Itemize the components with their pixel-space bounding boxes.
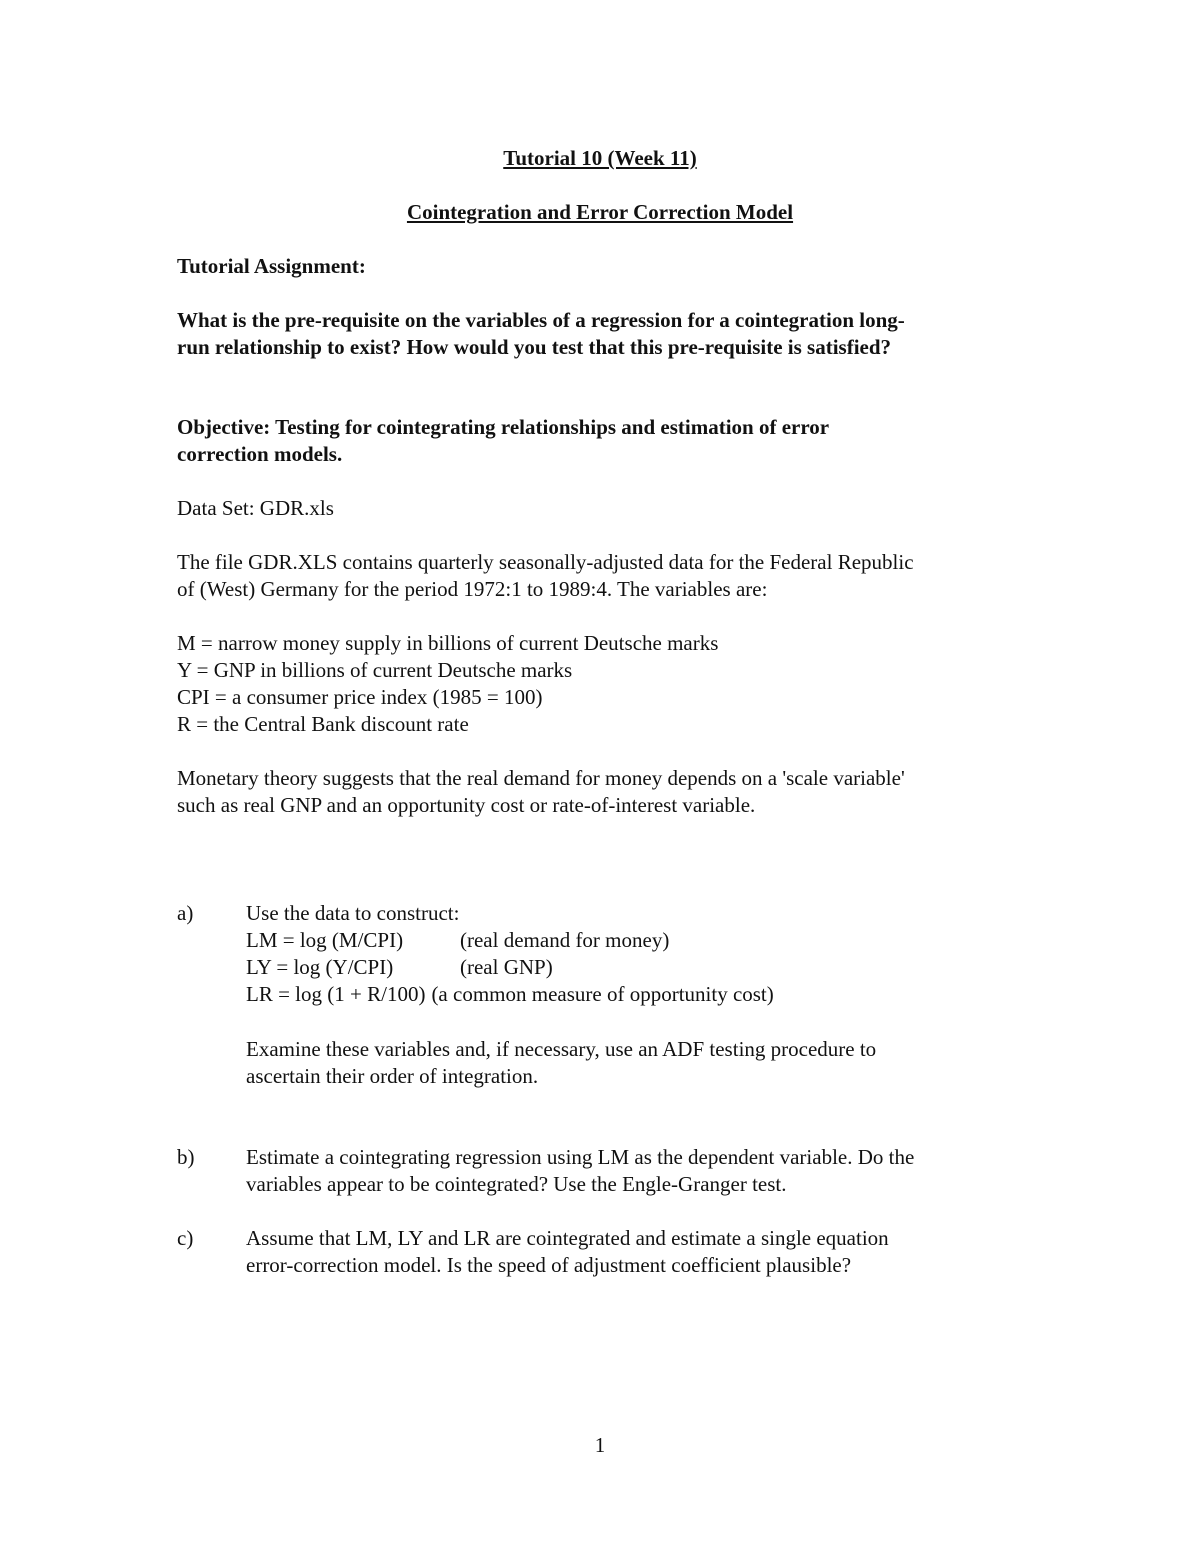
variable-definition: R = the Central Bank discount rate <box>177 712 469 736</box>
objective-paragraph <box>177 414 1027 468</box>
question-c-label: c) <box>177 1226 194 1250</box>
dataset-label: Data Set: GDR.xls <box>177 496 334 520</box>
question-a-label: a) <box>177 901 194 925</box>
objective-line: correction models. <box>177 442 343 466</box>
theory-line: such as real GNP and an opportunity cost or rate-of-interest variable. <box>177 793 756 817</box>
document-subtitle: Cointegration and Error Correction Model <box>406 200 794 224</box>
question-a-followup <box>246 1036 1026 1090</box>
construct-row <box>246 927 1026 954</box>
variable-definition: M = narrow money supply in billions of current Deutsche marks <box>177 631 719 655</box>
construct-note: (a common measure of opportunity cost) <box>431 982 774 1006</box>
question-c-body <box>246 1225 1026 1279</box>
page-number: 1 <box>594 1433 606 1457</box>
variable-definition: CPI = a consumer price index (1985 = 100) <box>177 685 543 709</box>
question-a-line: Examine these variables and, if necessary, use an ADF testing procedure to <box>246 1037 877 1061</box>
question-a-body <box>246 900 1026 1008</box>
construct-note: (real GNP) <box>460 955 553 979</box>
question-a-line: ascertain their order of integration. <box>246 1064 539 1088</box>
objective-line: Objective: Testing for cointegrating relationships and estimation of error <box>177 415 830 439</box>
construct-definition: LR = log (1 + R/100) <box>246 982 426 1006</box>
question-b-line: Estimate a cointegrating regression using LM as the dependent variable. Do the <box>246 1145 915 1169</box>
construct-row <box>246 981 1026 1008</box>
assignment-question-line: What is the pre-requisite on the variables of a regression for a cointegration long- <box>177 308 905 332</box>
theory-paragraph <box>177 765 1027 819</box>
data-description-line: The file GDR.XLS contains quarterly seasonally-adjusted data for the Federal Republic <box>177 550 914 574</box>
construct-note: (real demand for money) <box>460 928 670 952</box>
question-c-line: error-correction model. Is the speed of adjustment coefficient plausible? <box>246 1253 852 1277</box>
question-b-label: b) <box>177 1145 195 1169</box>
data-description <box>177 549 1027 603</box>
construct-definition: LY = log (Y/CPI) <box>246 955 394 979</box>
assignment-question-line: run relationship to exist? How would you test that this pre-requisite is satisfied? <box>177 335 892 359</box>
theory-line: Monetary theory suggests that the real demand for money depends on a 'scale variable' <box>177 766 905 790</box>
question-b-body <box>246 1144 1026 1198</box>
variable-list <box>177 630 1027 738</box>
construct-row <box>246 954 1026 981</box>
assignment-heading: Tutorial Assignment: <box>177 254 366 278</box>
construct-definition: LM = log (M/CPI) <box>246 928 404 952</box>
data-description-line: of (West) Germany for the period 1972:1 to 1989:4. The variables are: <box>177 577 768 601</box>
variable-definition: Y = GNP in billions of current Deutsche marks <box>177 658 573 682</box>
assignment-question <box>177 307 1027 361</box>
question-b-line: variables appear to be cointegrated? Use the Engle-Granger test. <box>246 1172 787 1196</box>
question-c-line: Assume that LM, LY and LR are cointegrated and estimate a single equation <box>246 1226 889 1250</box>
document-title: Tutorial 10 (Week 11) <box>503 146 697 170</box>
question-a-intro: Use the data to construct: <box>246 901 460 925</box>
